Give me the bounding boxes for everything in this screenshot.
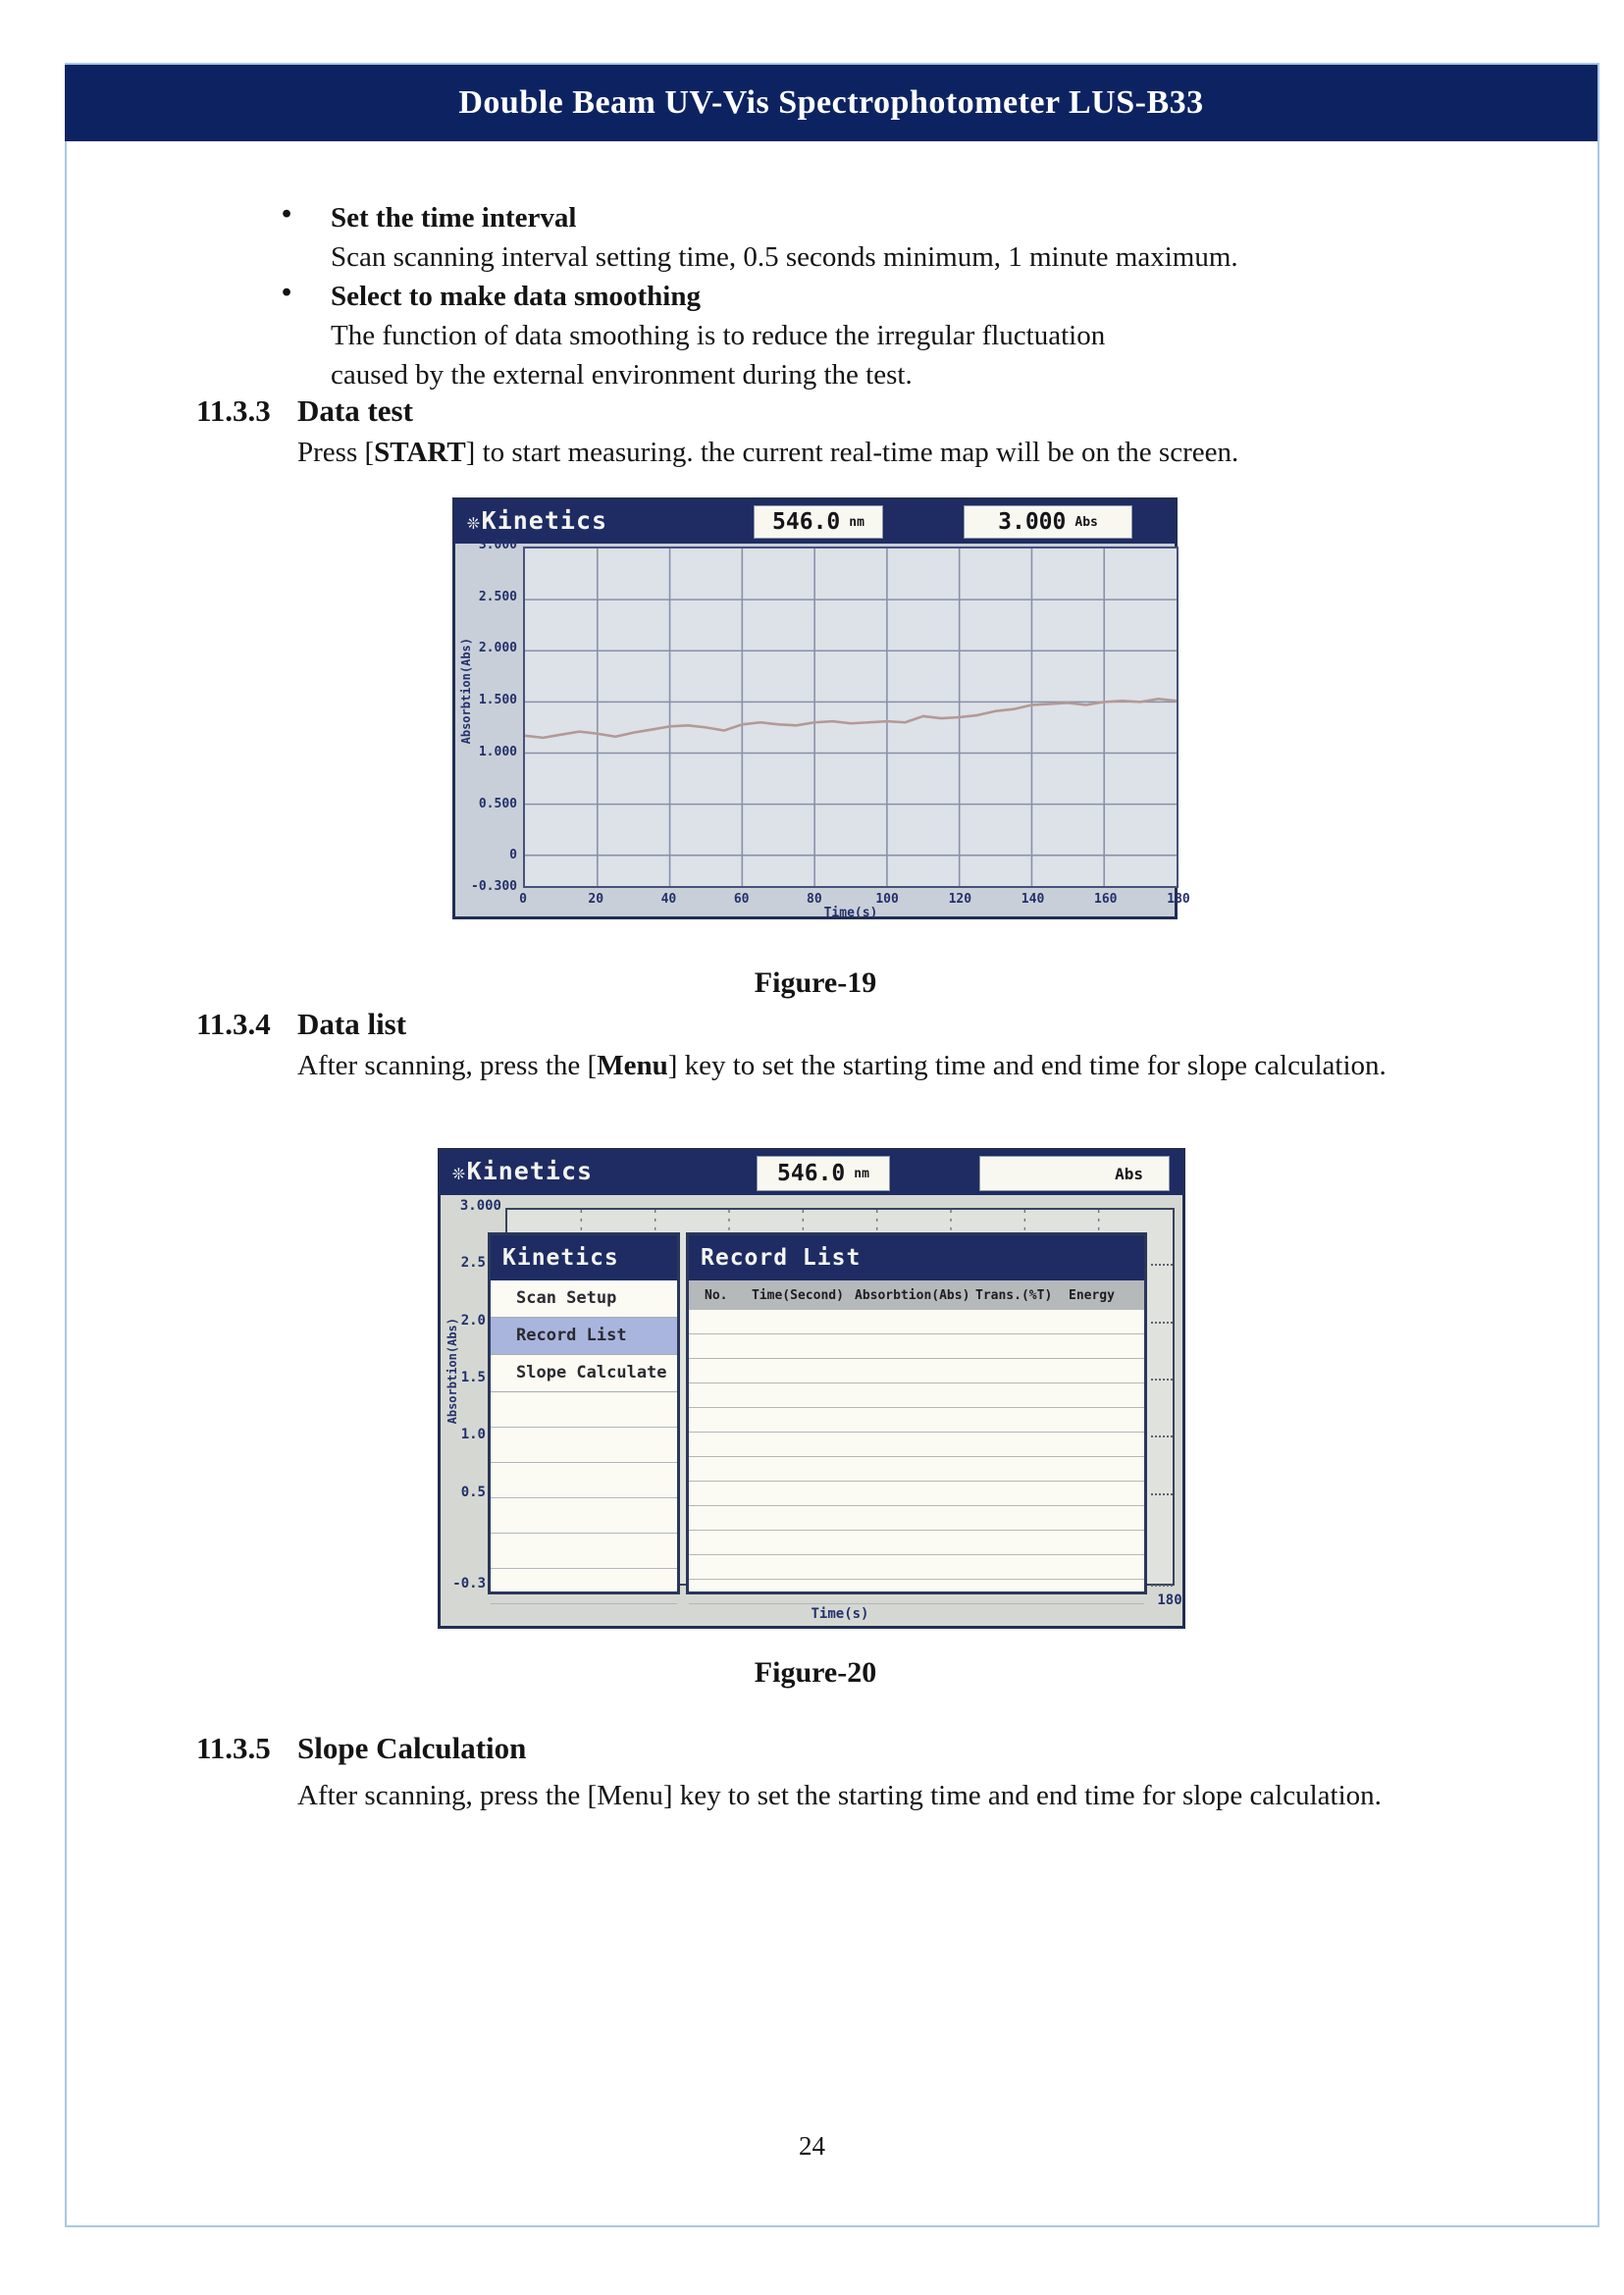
app-title-label: Kinetics	[481, 506, 608, 535]
x-tick-label: 180	[1167, 892, 1190, 907]
y-tick-label: 0.5	[460, 1484, 486, 1500]
x-tick-label: 0	[519, 892, 527, 907]
fig19-x-axis-title: Time(s)	[823, 906, 878, 920]
record-list-empty-row	[689, 1408, 1144, 1433]
fig20-menu-empty-row	[491, 1463, 677, 1498]
record-list-empty-row	[689, 1334, 1144, 1359]
record-list-empty-row	[689, 1433, 1144, 1457]
kinetics-app-icon: ❊	[452, 1161, 466, 1184]
body-text: After scanning, press the [	[297, 1050, 598, 1081]
record-list-empty-row	[689, 1457, 1144, 1482]
record-list-empty-row	[689, 1482, 1144, 1506]
bullet-body-time-interval: Scan scanning interval setting time, 0.5 seconds minimum, 1 minute maximum.	[331, 241, 1238, 273]
section-number: 11.3.5	[196, 1731, 271, 1765]
fig19-app-title	[467, 506, 607, 535]
y-tick-label: 1.000	[478, 744, 517, 759]
figure-20-caption: Figure-20	[754, 1656, 877, 1689]
fig20-x-axis-title: Time(s)	[811, 1606, 869, 1622]
app-title-label: Kinetics	[466, 1157, 594, 1185]
wavelength-value: 546.0	[772, 509, 841, 535]
page-header-bar	[65, 65, 1598, 141]
figure-19-caption: Figure-19	[754, 966, 877, 999]
record-list-empty-row	[689, 1359, 1144, 1383]
section-number: 11.3.4	[196, 1007, 271, 1041]
fig20-menu-item-scan-setup: Scan Setup	[491, 1280, 677, 1318]
page-number: 24	[799, 2131, 825, 2161]
wavelength-unit: nm	[849, 514, 864, 530]
record-list-empty-row	[689, 1383, 1144, 1408]
record-list-empty-row	[689, 1531, 1144, 1555]
fig20-menu-header: Kinetics	[491, 1235, 677, 1280]
fig19-chart	[525, 548, 1177, 886]
bullet-title-time-interval: Set the time interval	[331, 202, 577, 234]
fig19-wavelength-box	[754, 505, 883, 539]
absorbance-value: 3.000	[998, 509, 1067, 535]
x-tick-label: 40	[660, 892, 677, 907]
fig20-kinetics-menu-panel	[488, 1232, 680, 1594]
section-heading-11-3-4	[196, 1006, 406, 1043]
x-tick-label: 160	[1094, 892, 1118, 907]
x-tick-label: 80	[807, 892, 822, 907]
bullet-dot: •	[282, 198, 292, 230]
y-tick-label: 1.0	[460, 1427, 486, 1443]
fig20-record-list-rows	[689, 1310, 1144, 1604]
fig20-mode-box	[979, 1156, 1170, 1191]
fig20-menu-empty-row	[491, 1392, 677, 1428]
record-list-empty-row	[689, 1555, 1144, 1580]
absorbance-unit: Abs	[1074, 514, 1098, 530]
x-tick-label: 60	[733, 892, 750, 907]
y-tick-label: 2.5	[460, 1255, 486, 1272]
section-body-11-3-4	[297, 1046, 1387, 1085]
y-tick-label: 1.500	[478, 693, 517, 708]
wavelength-unit: nm	[854, 1166, 869, 1181]
y-tick-label: 3.000	[478, 538, 517, 552]
grid-stub-dotted	[1151, 1379, 1173, 1381]
y-tick-label: 2.000	[478, 641, 517, 656]
bullet-dot: •	[282, 277, 292, 308]
section-heading-11-3-3	[196, 392, 413, 430]
record-list-empty-row	[689, 1506, 1144, 1531]
fig20-menu-items	[491, 1280, 677, 1604]
fig20-menu-empty-row	[491, 1498, 677, 1534]
fig20-wavelength-box	[757, 1156, 890, 1191]
x-tick-label: 20	[588, 892, 604, 907]
record-list-column-4: Energy	[1069, 1287, 1115, 1303]
fig19-title-bar	[455, 500, 1175, 544]
mode-label: Abs	[1115, 1164, 1143, 1183]
fig20-record-list-header: Record List	[689, 1235, 1144, 1280]
section-title: Data test	[297, 393, 413, 428]
record-list-empty-row	[689, 1580, 1144, 1604]
fig20-x-end-tick: 180	[1157, 1592, 1182, 1608]
y-tick-label: 0.500	[478, 796, 517, 811]
grid-stub-dotted	[1151, 1493, 1173, 1495]
record-list-column-2: Absorbtion(Abs)	[855, 1287, 970, 1303]
y-tick-label: 2.500	[478, 589, 517, 604]
body-text: ] to start measuring. the current real-time map will be on the screen.	[465, 437, 1239, 468]
body-text: ] key to set the starting time and end time for slope calculation.	[667, 1050, 1387, 1081]
kinetics-app-icon: ❊	[467, 510, 481, 534]
section-body-11-3-5: After scanning, press the [Menu] key to set the starting time and end time for slope calculation.	[297, 1780, 1382, 1811]
absorbance-curve	[525, 699, 1177, 738]
fig20-menu-empty-row	[491, 1428, 677, 1463]
y-tick-label: 1.5	[460, 1370, 486, 1385]
section-heading-11-3-5	[196, 1730, 526, 1767]
fig20-menu-empty-row	[491, 1569, 677, 1604]
grid-stub-dotted	[1151, 1264, 1173, 1266]
fig20-app-title	[452, 1157, 593, 1185]
grid-stub-dotted	[1151, 1585, 1173, 1587]
fig20-y-top-tick: 3.000	[459, 1198, 501, 1214]
grid-stub-dotted	[1151, 1322, 1173, 1324]
y-tick-label: -0.300	[471, 879, 517, 894]
figure-20-kinetics-screen	[438, 1148, 1185, 1629]
fig20-menu-item-slope-calculate: Slope Calculate	[491, 1355, 677, 1392]
fig20-menu-empty-row	[491, 1534, 677, 1569]
fig20-y-axis-title: Absorbtion(Abs)	[445, 1318, 459, 1425]
grid-stub-dotted	[1151, 1435, 1173, 1437]
fig20-record-list-panel	[686, 1232, 1147, 1594]
page-header-title: Double Beam UV-Vis Spectrophotometer LUS-B33	[458, 84, 1204, 121]
y-tick-label: 2.0	[460, 1312, 486, 1329]
fig19-y-axis-title: Absorbtion(Abs)	[459, 638, 473, 745]
fig19-plot-area	[523, 547, 1179, 888]
bullet-title-data-smoothing: Select to make data smoothing	[331, 281, 701, 312]
x-tick-label: 140	[1021, 892, 1045, 907]
figure-19-kinetics-screen	[452, 497, 1190, 920]
bullet-body-data-smoothing: The function of data smoothing is to reduce the irregular fluctuation caused by the external environment during the test.	[331, 320, 1106, 391]
x-tick-label: 120	[948, 892, 972, 907]
record-list-empty-row	[689, 1310, 1144, 1334]
body-text: Press [	[297, 437, 375, 468]
y-tick-label: 0	[509, 848, 517, 863]
y-tick-label: -0.3	[452, 1576, 486, 1591]
record-list-column-1: Time(Second)	[752, 1287, 844, 1303]
fig19-absorbance-box	[964, 505, 1132, 539]
record-list-column-3: Trans.(%T)	[975, 1287, 1053, 1303]
fig20-title-bar	[441, 1151, 1182, 1195]
fig20-menu-item-record-list: Record List	[491, 1318, 677, 1355]
section-title: Data list	[297, 1007, 407, 1041]
key-name-menu: Menu	[597, 1050, 668, 1081]
key-name-start: START	[374, 437, 466, 468]
record-list-column-0: No.	[705, 1287, 728, 1303]
wavelength-value: 546.0	[777, 1161, 846, 1186]
x-tick-label: 100	[875, 892, 899, 907]
section-number: 11.3.3	[196, 393, 271, 428]
section-body-11-3-3	[297, 433, 1455, 472]
fig20-record-list-column-header	[689, 1280, 1144, 1310]
section-title: Slope Calculation	[297, 1731, 527, 1765]
